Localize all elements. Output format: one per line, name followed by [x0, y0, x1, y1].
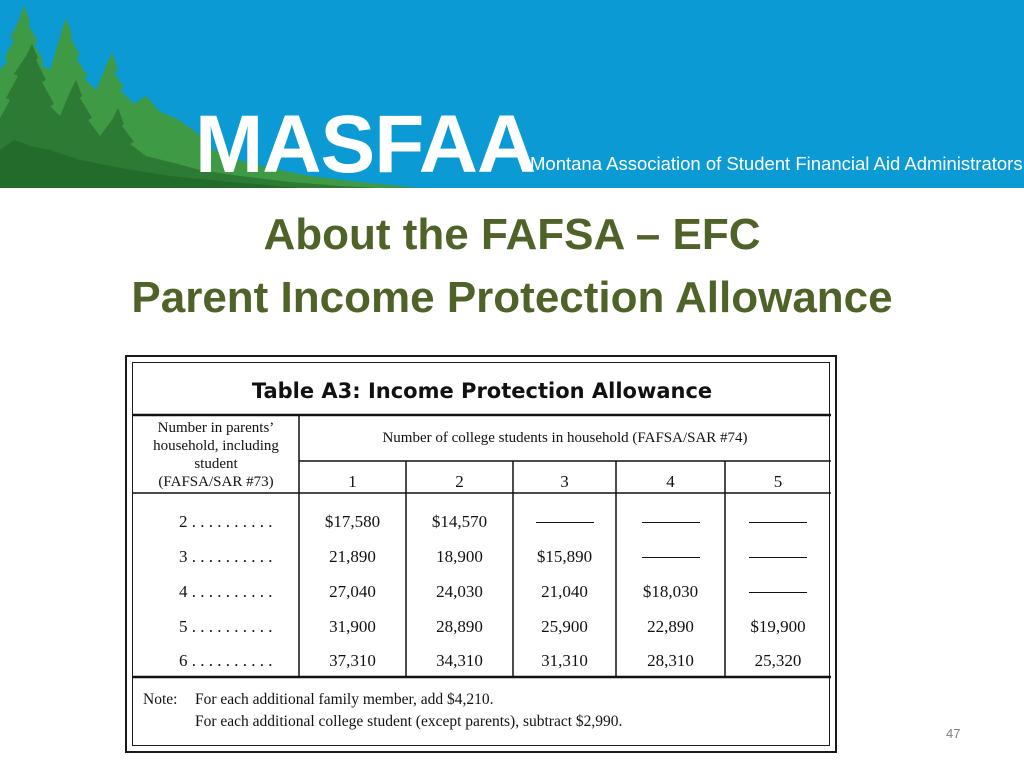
- row-label: 6 . . . . . . . . . .: [179, 651, 273, 670]
- table-cell: 25,900: [541, 617, 588, 636]
- table-cell: $17,580: [324, 512, 381, 531]
- table-cell: 27,040: [329, 582, 376, 601]
- row-header-line: household, including: [153, 438, 279, 454]
- table-cell: $18,030: [642, 582, 699, 601]
- table-cell: 28,310: [647, 651, 694, 670]
- row-label: 3 . . . . . . . . . .: [179, 547, 273, 566]
- row-label: 5 . . . . . . . . . .: [179, 617, 273, 636]
- table-cell: 37,310: [329, 651, 376, 670]
- masfaa-logo-text: MASFAA: [195, 99, 536, 188]
- note-label: Note:: [143, 691, 178, 708]
- column-header: 2: [455, 472, 464, 491]
- header-banner: [0, 0, 1024, 188]
- empty-cell-dash: [749, 557, 807, 558]
- column-header: 3: [560, 472, 569, 491]
- organization-name: Montana Association of Student Financial Aid Administrators: [530, 153, 1023, 174]
- column-header: 4: [666, 472, 675, 491]
- empty-cell-dash: [642, 557, 700, 558]
- table-frame: [132, 362, 830, 746]
- table-title: Table A3: Income Protection Allowance: [251, 379, 713, 403]
- row-label: 2 . . . . . . . . . .: [179, 512, 273, 531]
- slide-title-line2: Parent Income Protection Allowance: [131, 273, 893, 322]
- table-cell: $19,900: [750, 617, 806, 636]
- table-cell: 28,890: [436, 617, 483, 636]
- table-cell: $15,890: [536, 547, 593, 566]
- row-label: 4 . . . . . . . . . .: [179, 582, 273, 601]
- table-cell: 31,310: [541, 651, 588, 670]
- table-cell: 34,310: [436, 651, 483, 670]
- row-header-line: Number in parents’: [157, 420, 275, 436]
- column-header: 1: [348, 472, 357, 491]
- table-cell: 31,900: [329, 617, 376, 636]
- table-cell: 22,890: [647, 617, 694, 636]
- column-header: 5: [773, 472, 783, 491]
- column-group-header: Number of college students in household (FAFSA/SAR #74): [382, 430, 748, 446]
- table-cell: 21,040: [541, 582, 588, 601]
- page-number: 47: [946, 726, 961, 741]
- table-cell: 18,900: [436, 547, 483, 566]
- note-line: For each additional family member, add $4,210.: [195, 691, 494, 708]
- note-line: For each additional college student (except parents), subtract $2,990.: [195, 713, 623, 730]
- empty-cell-dash: [749, 522, 807, 523]
- table-cell: $14,570: [431, 512, 488, 531]
- income-protection-table-figure: [125, 355, 837, 753]
- empty-cell-dash: [536, 522, 594, 523]
- table-cell: 21,890: [329, 547, 376, 566]
- table-cell: 25,320: [754, 651, 802, 670]
- slide-title-line1: About the FAFSA – EFC: [263, 210, 761, 259]
- row-header-line: (FAFSA/SAR #73): [158, 474, 274, 490]
- empty-cell-dash: [749, 592, 807, 593]
- table-cell: 24,030: [436, 582, 483, 601]
- row-header-line: student: [194, 456, 238, 472]
- empty-cell-dash: [642, 522, 700, 523]
